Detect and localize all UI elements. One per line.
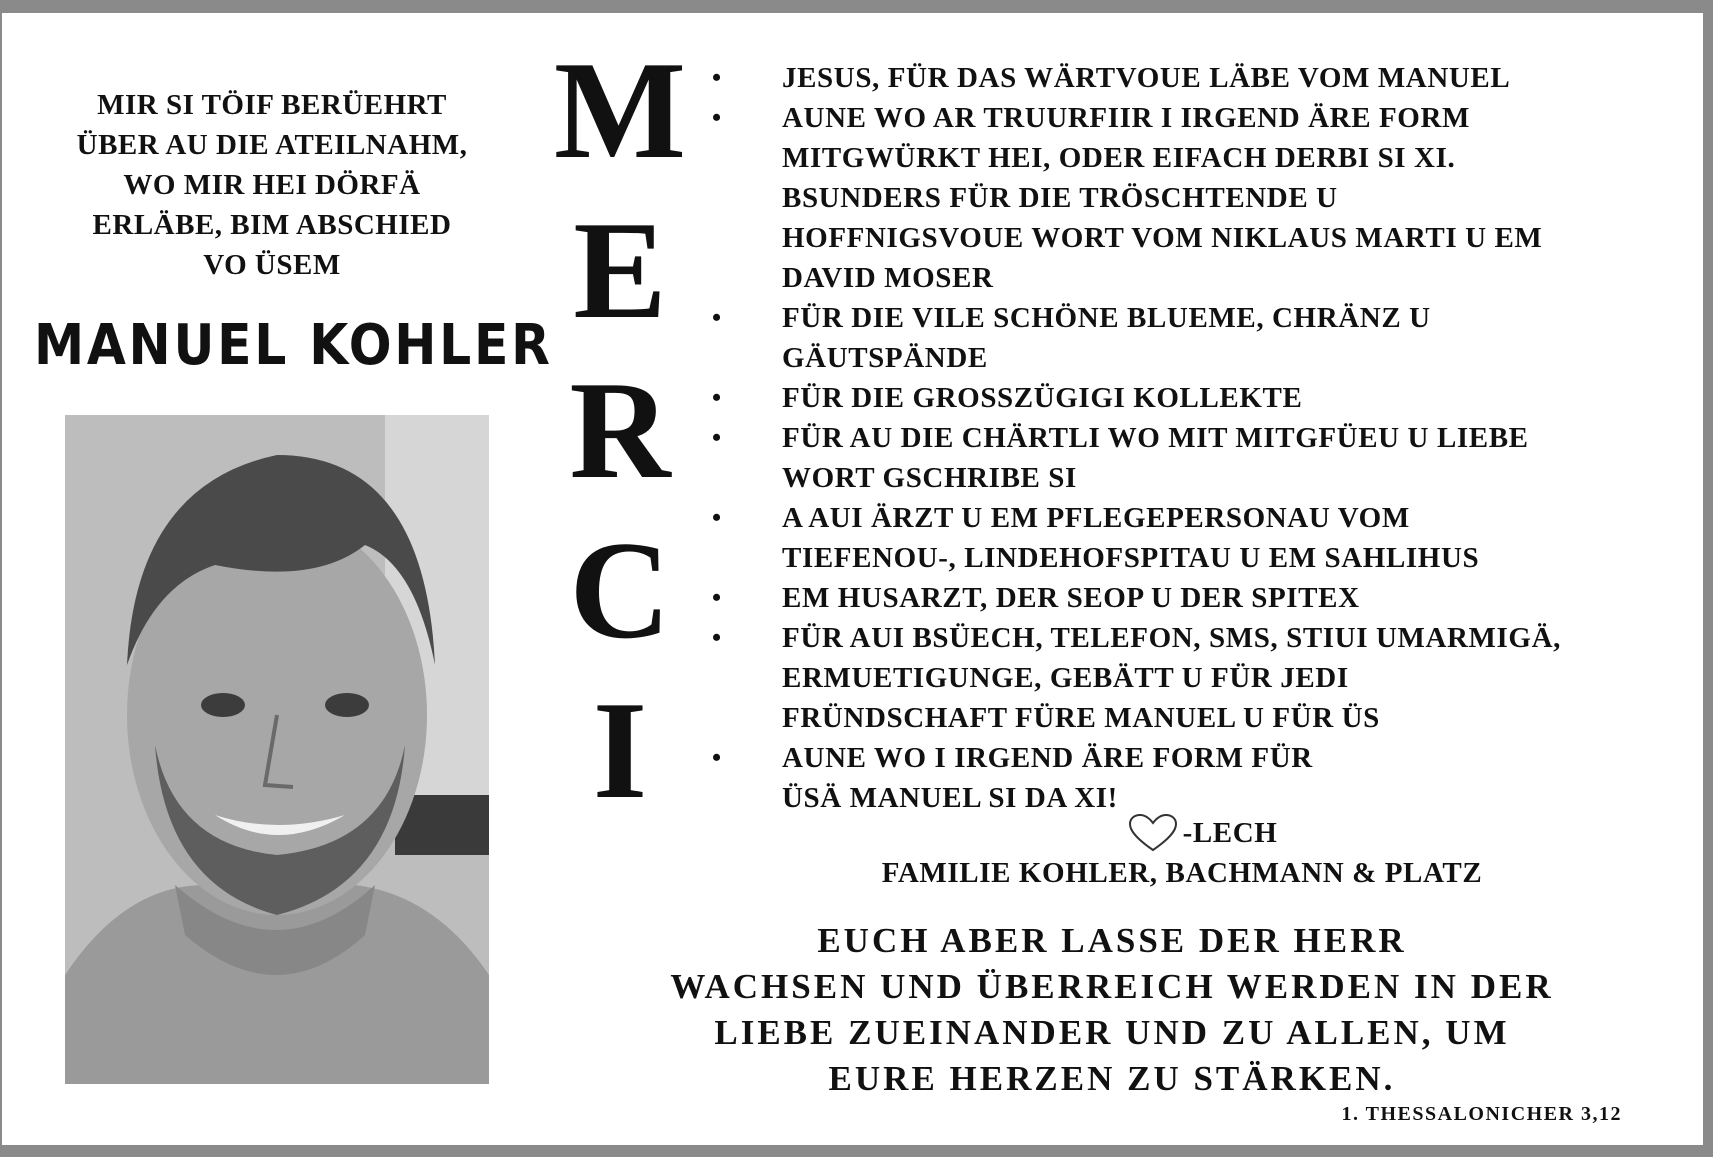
verse-reference: 1. THESSALONICHER 3,12 [1341,1103,1622,1125]
list-item [702,498,1692,578]
merci-letter-m: M [553,33,687,188]
merci-letter-r: R [569,353,671,508]
list-item [702,58,1692,98]
signoff [782,813,1582,893]
bullet-icon: • [712,423,722,452]
thanks-list [702,58,1692,818]
intro-line: WO MIR HEI DÖRFÄ [123,169,421,201]
list-item [702,298,1692,378]
bullet-icon: • [712,63,722,92]
list-item-line: AUNE WO I IRGEND ÄRE FORM FÜR [782,742,1313,774]
merci-letter-c: C [569,513,671,668]
list-item [702,618,1692,738]
family-names: FAMILIE KOHLER, BACHMANN & PLATZ [881,857,1483,889]
bullet-icon: • [712,503,722,532]
verse-line: WACHSEN UND ÜBERREICH WERDEN IN DER [670,967,1554,1006]
list-item [702,418,1692,498]
intro-line: ERLÄBE, BIM ABSCHIED [92,209,452,241]
portrait-photo [65,415,489,1084]
heart-signoff-row [782,813,1582,853]
list-item-line: TIEFENOU-, LINDEHOFSPITAU U EM SAHLIHUS [782,542,1480,574]
list-item-line: EM HUSARZT, DER SEOP U DER SPITEX [782,582,1360,614]
list-item [702,378,1692,418]
list-item-line: ERMUETIGUNGE, GEBÄTT U FÜR JEDI [782,662,1349,694]
list-item-line: FRÜNDSCHAFT FÜRE MANUEL U FÜR ÜS [782,702,1380,734]
list-item-line: A AUI ÄRZT U EM PFLEGEPERSONAU VOM [782,502,1410,534]
list-item-line: ÜSÄ MANUEL SI DA XI! [782,782,1118,814]
intro-line: ÜBER AU DIE ATEILNAHM, [76,129,468,161]
list-item [702,98,1692,298]
list-item-line: HOFFNIGSVOUE WORT VOM NIKLAUS MARTI U EM [782,222,1543,254]
bullet-icon: • [712,103,722,132]
merci-letter-e: E [573,193,667,348]
intro-line: VO ÜSEM [203,249,341,281]
list-item [702,738,1692,818]
heart-icon [1127,813,1179,853]
list-item-line: AUNE WO AR TRUURFIIR I IRGEND ÄRE FORM [782,102,1470,134]
list-item-line: GÄUTSPÄNDE [782,342,988,374]
bullet-icon: • [712,383,722,412]
verse-line: EURE HERZEN ZU STÄRKEN. [828,1059,1396,1098]
bullet-icon: • [712,623,722,652]
intro-text [42,85,502,285]
list-item-line: JESUS, FÜR DAS WÄRTVOUE LÄBE VOM MANUEL [782,62,1511,94]
list-item-line: MITGWÜRKT HEI, ODER EIFACH DERBI SI XI. [782,142,1456,174]
bullet-icon: • [712,303,722,332]
list-item-line: FÜR AUI BSÜECH, TELEFON, SMS, STIUI UMARMIGÄ, [782,622,1561,654]
list-item-line: FÜR DIE GROSSZÜGIGI KOLLEKTE [782,382,1303,414]
list-item [702,578,1692,618]
portrait-illustration [65,415,489,1084]
list-item-line: BSUNDERS FÜR DIE TRÖSCHTENDE U [782,182,1338,214]
list-item-line: WORT GSCHRIBE SI [782,462,1077,494]
obituary-card [2,13,1703,1145]
list-item-line: DAVID MOSER [782,262,994,294]
verse-line: EUCH ABER LASSE DER HERR [817,921,1407,960]
bullet-icon: • [712,743,722,772]
intro-line: MIR SI TÖIF BERÜEHRT [97,89,447,121]
verse-line: LIEBE ZUEINANDER UND ZU ALLEN, UM [714,1013,1510,1052]
bullet-icon: • [712,583,722,612]
merci-letter-i: I [592,673,648,828]
list-item-line: FÜR DIE VILE SCHÖNE BLUEME, CHRÄNZ U [782,302,1431,334]
deceased-name: MANUEL KOHLER [34,313,553,378]
bible-verse [602,918,1622,1102]
signoff-suffix: -LECH [1182,817,1278,849]
list-item-line: FÜR AU DIE CHÄRTLI WO MIT MITGFÜEU U LIEBE [782,422,1529,454]
